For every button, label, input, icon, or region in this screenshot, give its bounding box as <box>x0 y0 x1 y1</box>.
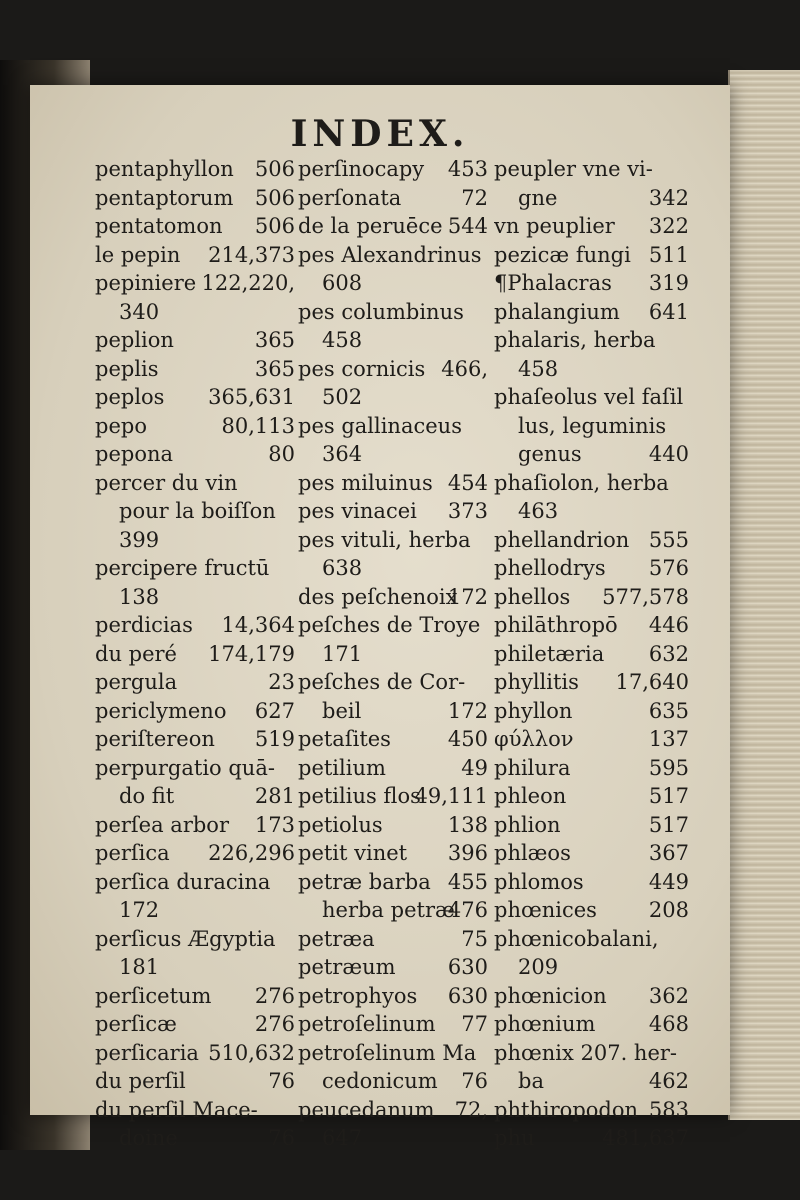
entry-term: 209 <box>518 955 559 979</box>
entry-page-numbers: 468 <box>648 1012 689 1036</box>
index-entry <box>494 383 689 412</box>
index-entry <box>95 640 295 669</box>
index-entry <box>494 326 689 355</box>
entry-page-numbers: 627 <box>254 698 295 723</box>
entry-term: petræum <box>298 955 396 979</box>
entry-term: peſches de Cor- <box>298 670 466 694</box>
entry-term: phaſiolon, herba <box>494 470 669 495</box>
entry-term: peucedanum <box>298 1097 435 1122</box>
entry-page-numbers: 319 <box>648 271 689 295</box>
entry-term: genus <box>518 442 582 466</box>
entry-page-numbers: 14,364 <box>221 613 295 637</box>
entry-page-numbers: 72 <box>461 185 488 210</box>
index-entry-continuation <box>298 554 488 583</box>
entry-page-numbers: 49 <box>461 755 488 780</box>
entry-term: de la peruēce <box>298 214 443 238</box>
index-entry <box>95 697 295 726</box>
entry-page-numbers: 23 <box>268 670 295 694</box>
index-entry <box>298 811 488 840</box>
entry-term: petrophyos <box>298 983 418 1008</box>
entry-page-numbers: 449 <box>648 869 689 894</box>
index-entry-continuation <box>298 640 488 669</box>
entry-term: phœnicion <box>494 983 607 1008</box>
entry-page-numbers: 544 <box>447 214 488 238</box>
page-title: INDEX. <box>290 113 470 155</box>
index-entry <box>298 355 488 384</box>
index-entry <box>95 326 295 355</box>
index-column-1 <box>95 155 295 1153</box>
index-entry <box>494 155 689 184</box>
entry-page-numbers: 630 <box>447 983 488 1008</box>
index-entry <box>95 811 295 840</box>
entry-page-numbers: 481,637 <box>602 1126 689 1150</box>
entry-page-numbers: 80,113 <box>221 413 295 438</box>
entry-term: 458 <box>518 356 559 381</box>
index-entry-continuation <box>95 896 295 925</box>
index-entry <box>494 554 689 583</box>
entry-term: petroſelinum Ma <box>298 1040 477 1065</box>
entry-term: phœnium <box>494 1012 596 1036</box>
entry-page-numbers: 517 <box>648 812 689 837</box>
index-entry-continuation <box>494 184 689 213</box>
index-entry <box>494 241 689 270</box>
entry-term: phœnix 207. her- <box>494 1040 678 1065</box>
entry-term: perſicus Ægyptia <box>95 926 276 951</box>
entry-term: cedonicum <box>322 1069 438 1093</box>
entry-term: 181 <box>119 955 160 979</box>
index-entry <box>298 526 488 555</box>
entry-term: phœnicobalani, <box>494 926 659 951</box>
entry-page-numbers: 49,111 <box>414 784 488 808</box>
entry-page-numbers: 466, <box>441 356 488 381</box>
index-entry <box>298 925 488 954</box>
entry-page-numbers: 577,578 <box>602 584 689 609</box>
index-entry <box>298 1039 488 1068</box>
index-entry <box>494 982 689 1011</box>
entry-page-numbers: 172 <box>447 584 488 609</box>
index-entry-continuation <box>298 896 488 925</box>
entry-term: phlæos <box>494 841 571 865</box>
entry-term: 364 <box>322 442 363 466</box>
index-entry <box>95 1096 295 1125</box>
entry-term: 340 <box>119 299 160 324</box>
entry-page-numbers: 454 <box>447 470 488 495</box>
entry-term: le pepin <box>95 242 181 267</box>
entry-page-numbers: 519 <box>254 727 295 751</box>
entry-term: 171 <box>322 641 363 666</box>
entry-page-numbers: 511 <box>648 242 689 267</box>
entry-term: phu <box>494 1126 535 1150</box>
index-entry-continuation <box>95 782 295 811</box>
index-entry <box>95 355 295 384</box>
page-fore-edge <box>728 70 800 1120</box>
entry-term: doine <box>119 1126 178 1150</box>
entry-page-numbers: 208 <box>648 898 689 922</box>
entry-page-numbers: 276 <box>254 983 295 1008</box>
entry-page-numbers: 77 <box>461 1012 488 1036</box>
entry-term: phalangium <box>494 299 620 324</box>
entry-term: perſicæ <box>95 1012 177 1036</box>
index-entry <box>95 668 295 697</box>
entry-page-numbers: 72, <box>454 1097 488 1122</box>
entry-term: phlomos <box>494 869 584 894</box>
entry-term: phaſeolus vel faſil <box>494 385 684 409</box>
entry-term: pes Alexandrinus <box>298 242 482 267</box>
entry-page-numbers: 80 <box>268 442 295 466</box>
index-entry <box>95 839 295 868</box>
entry-term: du peré <box>95 641 177 666</box>
entry-term: perpurgatio quā- <box>95 755 275 780</box>
entry-term: 647 <box>322 1126 363 1150</box>
entry-term: peplis <box>95 356 159 381</box>
index-entry-continuation <box>95 526 295 555</box>
index-entry-continuation <box>95 583 295 612</box>
entry-page-numbers: 641 <box>648 299 689 324</box>
index-entry <box>95 725 295 754</box>
entry-term: philāthropō <box>494 613 618 637</box>
entry-term: phellandrion <box>494 527 630 552</box>
entry-term: perſonata <box>298 185 402 210</box>
index-entry <box>298 497 488 526</box>
entry-term: petilius flos <box>298 784 421 808</box>
entry-term: phyllon <box>494 698 573 723</box>
index-column-2 <box>298 155 488 1153</box>
index-entry <box>95 982 295 1011</box>
index-column-3 <box>494 155 689 1153</box>
index-entry <box>494 1010 689 1039</box>
index-entry-continuation <box>298 697 488 726</box>
entry-page-numbers: 173 <box>254 812 295 837</box>
entry-term: petiolus <box>298 812 383 837</box>
index-entry <box>95 184 295 213</box>
entry-term: petræ barba <box>298 869 431 894</box>
entry-term: peplion <box>95 328 174 352</box>
index-entry-continuation <box>298 1124 488 1153</box>
entry-page-numbers: 214,373 <box>208 242 295 267</box>
index-entry <box>95 1067 295 1096</box>
index-entry-continuation <box>494 412 689 441</box>
index-entry-continuation <box>298 269 488 298</box>
index-entry <box>494 896 689 925</box>
index-entry <box>494 697 689 726</box>
index-entry <box>95 412 295 441</box>
entry-page-numbers: 17,640 <box>615 670 689 694</box>
entry-term: do fit <box>119 784 175 808</box>
entry-term: vn peuplier <box>494 214 615 238</box>
index-entry-continuation <box>494 497 689 526</box>
entry-term: philetæria <box>494 641 605 666</box>
index-entry <box>494 269 689 298</box>
entry-page-numbers: 583 <box>648 1097 689 1122</box>
index-entry <box>298 1010 488 1039</box>
entry-page-numbers: 555 <box>648 527 689 552</box>
index-entry <box>494 212 689 241</box>
index-entry <box>298 839 488 868</box>
entry-term: pergula <box>95 670 178 694</box>
index-entry <box>95 925 295 954</box>
entry-term: gne <box>518 185 558 210</box>
entry-page-numbers: 506 <box>254 157 295 181</box>
entry-term: pentaphyllon <box>95 157 234 181</box>
entry-page-numbers: 506 <box>254 214 295 238</box>
book-page <box>30 85 730 1150</box>
entry-term: herba petræ <box>322 898 455 922</box>
entry-term: phalaris, herba <box>494 328 656 352</box>
entry-term: percer du vin <box>95 470 238 495</box>
entry-page-numbers: 476 <box>447 898 488 922</box>
entry-term: pepona <box>95 442 174 466</box>
entry-page-numbers: 440 <box>648 442 689 466</box>
entry-term: phellodrys <box>494 556 606 580</box>
index-entry <box>298 725 488 754</box>
index-entry <box>298 298 488 327</box>
entry-term: petaſites <box>298 727 391 751</box>
index-entry <box>95 469 295 498</box>
entry-term: pentatomon <box>95 214 223 238</box>
index-entry-continuation <box>298 1067 488 1096</box>
index-entry <box>494 298 689 327</box>
index-entry <box>298 868 488 897</box>
index-entry-continuation <box>298 326 488 355</box>
entry-term: perſicetum <box>95 983 212 1008</box>
index-entry <box>298 1096 488 1125</box>
entry-page-numbers: 226,296 <box>208 841 295 865</box>
index-entry <box>298 754 488 783</box>
entry-page-numbers: 453 <box>447 157 488 181</box>
index-entry <box>298 241 488 270</box>
index-entry <box>494 754 689 783</box>
index-entry-continuation <box>298 440 488 469</box>
index-entry <box>298 982 488 1011</box>
entry-term: phellos <box>494 584 571 609</box>
index-entry <box>95 1010 295 1039</box>
index-entry-continuation <box>95 497 295 526</box>
entry-term: pentaptorum <box>95 185 234 210</box>
index-entry <box>494 611 689 640</box>
entry-term: phthiropodon <box>494 1097 639 1122</box>
entry-term: perſica duracina <box>95 869 271 894</box>
index-entry <box>298 155 488 184</box>
entry-term: ¶Phalacras <box>494 271 612 295</box>
index-entry-continuation <box>494 1067 689 1096</box>
index-entry <box>494 725 689 754</box>
entry-page-numbers: 510,632 <box>208 1040 295 1065</box>
entry-term: 172 <box>119 898 160 922</box>
entry-term: petræa <box>298 926 375 951</box>
entry-term: beil <box>322 698 362 723</box>
entry-term: phlion <box>494 812 561 837</box>
entry-term: pes miluinus <box>298 470 433 495</box>
entry-term: perſica <box>95 841 170 865</box>
index-entry <box>95 754 295 783</box>
index-entry <box>494 1124 689 1153</box>
index-entry <box>95 155 295 184</box>
index-entry <box>95 611 295 640</box>
entry-term: pepiniere <box>95 271 197 295</box>
entry-term: peſches de Troye <box>298 613 481 637</box>
entry-page-numbers: 367 <box>648 841 689 865</box>
index-entry <box>494 839 689 868</box>
index-entry <box>95 868 295 897</box>
entry-page-numbers: 632 <box>648 641 689 666</box>
entry-term: 463 <box>518 499 559 523</box>
entry-page-numbers: 342 <box>648 185 689 210</box>
index-entry <box>95 241 295 270</box>
entry-page-numbers: 365 <box>254 356 295 381</box>
index-entry <box>95 554 295 583</box>
entry-term: pes columbinus <box>298 299 464 324</box>
entry-page-numbers: 281 <box>254 784 295 808</box>
entry-page-numbers: 365,631 <box>208 385 295 409</box>
entry-page-numbers: 446 <box>648 613 689 637</box>
index-entry <box>494 526 689 555</box>
entry-term: 638 <box>322 556 363 580</box>
entry-page-numbers: 75 <box>461 926 488 951</box>
entry-term: perſicaria <box>95 1040 199 1065</box>
entry-term: pes gallinaceus <box>298 413 462 438</box>
entry-term: 608 <box>322 271 363 295</box>
entry-term: petroſelinum <box>298 1012 436 1036</box>
entry-term: lus, leguminis <box>518 413 667 438</box>
entry-page-numbers: 396 <box>447 841 488 865</box>
entry-term: percipere fructū <box>95 556 270 580</box>
entry-term: pes cornicis <box>298 356 426 381</box>
entry-page-numbers: 365 <box>254 328 295 352</box>
entry-page-numbers: 462 <box>648 1069 689 1093</box>
entry-term: pour la boiſſon <box>119 499 276 523</box>
entry-term: φύλλον <box>494 727 574 751</box>
index-entry-continuation <box>298 383 488 412</box>
index-entry <box>494 1096 689 1125</box>
entry-page-numbers: 76 <box>268 1126 295 1150</box>
entry-term: du perſil <box>95 1069 186 1093</box>
index-entry <box>494 640 689 669</box>
index-entry <box>298 184 488 213</box>
entry-page-numbers: 373 <box>447 499 488 523</box>
index-entry-continuation <box>95 953 295 982</box>
entry-term: perſea arbor <box>95 812 229 837</box>
index-entry <box>298 583 488 612</box>
index-entry <box>95 440 295 469</box>
index-entry <box>95 212 295 241</box>
entry-term: pezicæ fungi <box>494 242 631 267</box>
index-entry <box>298 611 488 640</box>
entry-term: petilium <box>298 755 386 780</box>
entry-term: periſtereon <box>95 727 215 751</box>
index-entry <box>494 668 689 697</box>
index-entry <box>494 782 689 811</box>
entry-term: ba <box>518 1069 544 1093</box>
entry-term: du perſil Mace- <box>95 1097 258 1122</box>
entry-page-numbers: 172 <box>447 698 488 723</box>
entry-term: peupler vne vi- <box>494 157 653 181</box>
entry-page-numbers: 76 <box>268 1069 295 1093</box>
index-entry <box>298 412 488 441</box>
index-entry <box>298 469 488 498</box>
entry-page-numbers: 635 <box>648 698 689 723</box>
entry-page-numbers: 122,220, <box>201 271 295 295</box>
entry-page-numbers: 506 <box>254 185 295 210</box>
index-entry-continuation <box>95 1124 295 1153</box>
entry-page-numbers: 276 <box>254 1012 295 1036</box>
index-entry <box>494 1039 689 1068</box>
index-entry <box>298 953 488 982</box>
entry-page-numbers: 76 <box>461 1069 488 1093</box>
entry-term: pepo <box>95 413 147 438</box>
index-entry <box>298 782 488 811</box>
index-entry <box>95 383 295 412</box>
index-entry-continuation <box>494 440 689 469</box>
entry-term: pes vinacei <box>298 499 417 523</box>
entry-term: pes vituli, herba <box>298 527 471 552</box>
index-entry <box>494 469 689 498</box>
entry-page-numbers: 174,179 <box>208 641 295 666</box>
entry-page-numbers: 322 <box>648 214 689 238</box>
entry-term: petit vinet <box>298 841 408 865</box>
index-entry <box>95 269 295 298</box>
entry-page-numbers: 576 <box>648 556 689 580</box>
entry-term: 138 <box>119 584 160 609</box>
entry-term: phœnices <box>494 898 597 922</box>
index-entry <box>494 583 689 612</box>
index-entry <box>298 212 488 241</box>
entry-term: philura <box>494 755 571 780</box>
index-entry <box>95 1039 295 1068</box>
index-entry <box>494 811 689 840</box>
entry-term: 458 <box>322 328 363 352</box>
entry-page-numbers: 455 <box>447 869 488 894</box>
entry-term: perdicias <box>95 613 193 637</box>
entry-page-numbers: 517 <box>648 784 689 808</box>
entry-page-numbers: 137 <box>648 727 689 751</box>
entry-term: periclymeno <box>95 698 227 723</box>
entry-term: phyllitis <box>494 670 579 694</box>
index-entry-continuation <box>494 953 689 982</box>
entry-term: 399 <box>119 527 160 552</box>
entry-page-numbers: 630 <box>447 955 488 979</box>
entry-page-numbers: 595 <box>648 755 689 780</box>
entry-term: des peſchenoix <box>298 584 458 609</box>
entry-term: peplos <box>95 385 165 409</box>
entry-page-numbers: 450 <box>447 727 488 751</box>
entry-term: phleon <box>494 784 567 808</box>
entry-page-numbers: 138 <box>447 812 488 837</box>
index-entry <box>494 868 689 897</box>
entry-term: perſinocapy <box>298 157 425 181</box>
index-entry <box>494 925 689 954</box>
entry-page-numbers: 362 <box>648 983 689 1008</box>
index-entry-continuation <box>494 355 689 384</box>
entry-term: 502 <box>322 385 363 409</box>
index-entry-continuation <box>95 298 295 327</box>
index-entry <box>298 668 488 697</box>
